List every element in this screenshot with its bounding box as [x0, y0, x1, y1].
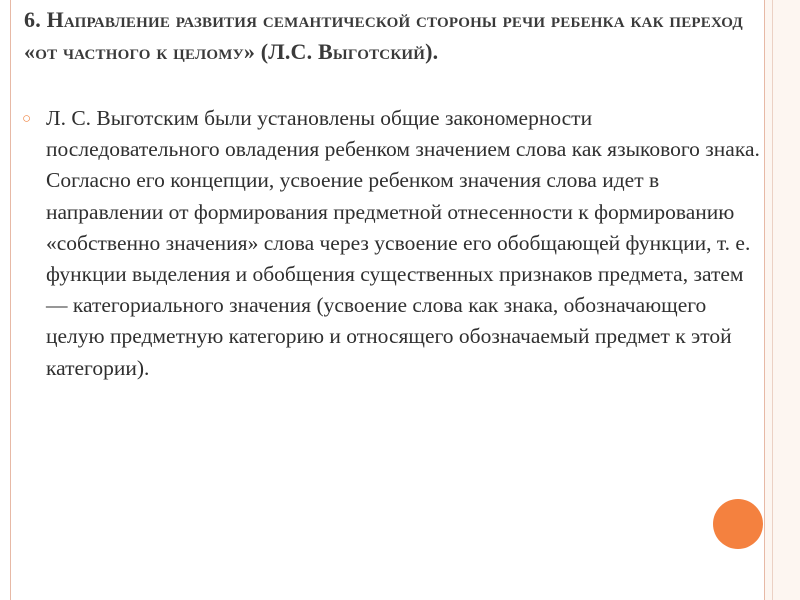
frame-left-line [10, 0, 11, 600]
decorative-right-panel [765, 0, 800, 600]
slide-title: 6. Направление развития семантической стороны речи ребенка как переход «от частного к целому» (Л.С. Выготский). [24, 7, 743, 64]
decorative-right-panel-line [772, 0, 773, 600]
decorative-circle-icon [713, 499, 763, 549]
slide-content [22, 103, 760, 384]
bullet-item [22, 103, 760, 384]
bullet-text: Л. С. Выготским были установлены общие закономерности последовательного овладения ребенком значением слова как языкового знака. Согласно его концепции, усвоение ребенком значения слова идет в направлении от формирования предметной отнесенности к формированию «собственно значения» слова через усвоение его обобщающей функции, т. е. функции выделения и обобщения существенных признаков предмета, затем — категориального значения (усвоение слова как знака, обозначающего целую предметную категорию и относящего обозначаемый предмет к этой категории). [46, 106, 760, 380]
bullet-marker-icon: ○ [22, 111, 32, 127]
